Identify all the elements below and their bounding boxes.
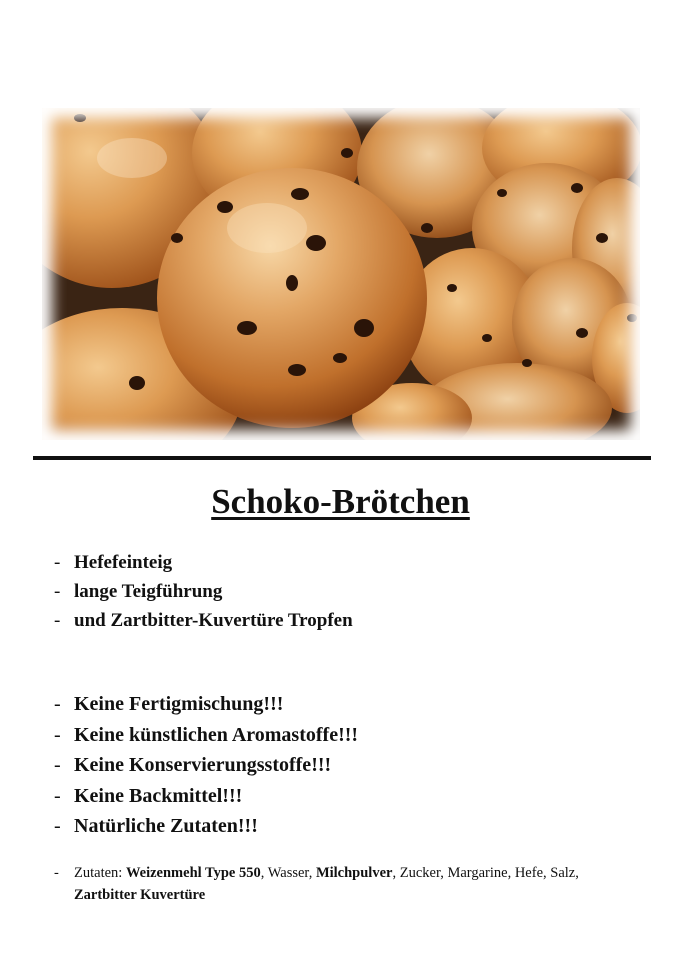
- list-item: [54, 689, 358, 720]
- claim-text: Keine Konservierungsstoffe!!!: [74, 754, 332, 776]
- list-item: [54, 811, 358, 842]
- chocolate-buns-photo: [42, 108, 640, 440]
- list-item: [54, 577, 353, 606]
- ingredient: Zucker: [399, 865, 441, 881]
- feature-list: [54, 548, 353, 635]
- claims-list: [54, 689, 358, 842]
- claim-text: Natürliche Zutaten!!!: [74, 815, 258, 837]
- feature-text: Hefefeinteig: [74, 552, 173, 573]
- dash-bullet: -: [54, 815, 61, 837]
- ingredients-note: [54, 862, 654, 906]
- feature-text: lange Teigführung: [74, 581, 223, 602]
- claim-text: Keine Fertigmischung!!!: [74, 693, 284, 715]
- buns-illustration: [42, 108, 640, 440]
- ingredients-label: Zutaten:: [74, 865, 123, 881]
- dash-bullet: -: [54, 754, 61, 776]
- list-item: [54, 781, 358, 812]
- ingredient: Wasser: [267, 865, 309, 881]
- feature-text: und Zartbitter-Kuvertüre Tropfen: [74, 610, 353, 631]
- ingredient: Milchpulver: [315, 865, 393, 881]
- ingredient: Weizenmehl Type 550: [125, 865, 261, 881]
- dash-bullet: -: [54, 552, 61, 573]
- ingredient: Margarine: [447, 865, 508, 881]
- dash-bullet: -: [54, 610, 61, 631]
- page-title: Schoko-Brötchen: [211, 482, 470, 521]
- dash-bullet: -: [54, 865, 59, 881]
- dash-bullet: -: [54, 581, 61, 602]
- ingredient: Zartbitter Kuvertüre: [74, 887, 206, 903]
- ingredient: Salz: [550, 865, 576, 881]
- list-item: [54, 606, 353, 635]
- list-item: [54, 548, 353, 577]
- dash-bullet: -: [54, 784, 61, 807]
- ingredient: Hefe: [514, 865, 543, 881]
- list-item: [54, 720, 358, 751]
- claim-text: Keine Backmittel!!!: [74, 784, 243, 807]
- list-item: [54, 750, 358, 781]
- horizontal-rule: [33, 456, 651, 460]
- ingredients-text: Zutaten: Weizenmehl Type 550, Wasser, Milchpulver, Zucker, Margarine, Hefe, Salz, Zartbitter Kuvertüre: [74, 865, 579, 903]
- claim-text: Keine künstlichen Aromastoffe!!!: [74, 723, 359, 746]
- dash-bullet: -: [54, 693, 61, 715]
- dash-bullet: -: [54, 723, 61, 746]
